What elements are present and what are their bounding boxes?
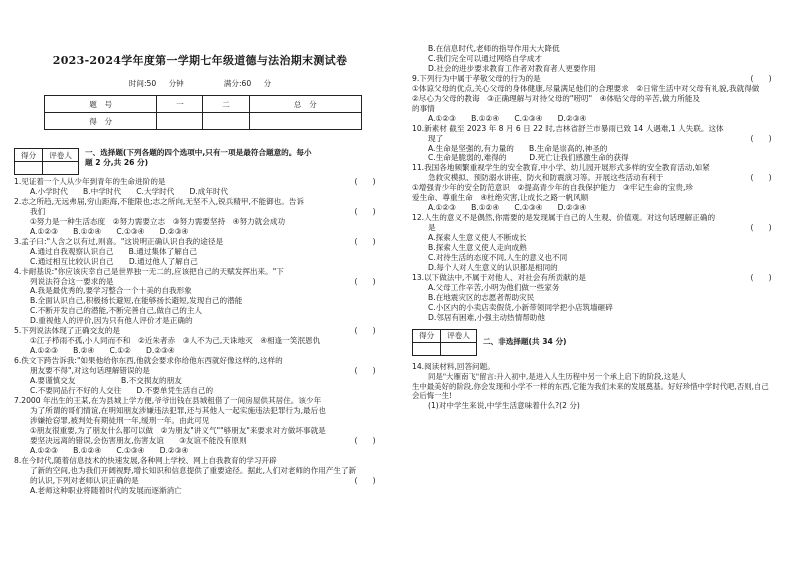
exam-full-score: 满分:60 分 [223, 79, 272, 88]
question-stem: 我们 ( ) [30, 206, 376, 216]
question-stem: 11.我国各地频繁重视学生的安全教育,中小学、幼儿园开展形式多样的安全教育活动,如紧 [412, 163, 710, 173]
score-table-header-row [45, 96, 362, 113]
grader-box [14, 148, 79, 175]
question-stem: 12.人生的意义不是偶然,你需要的是发现属于自己的人生观、价值观。对这句话理解正确的 [412, 213, 716, 223]
question-option: A.生命是坚强的,有力量的 B.生命是崇高的,神圣的 [428, 143, 608, 153]
question-option: ①体谅父母的优点,关心父母的身体健康,尽量满足他们的合理要求 ②日常生活中对父母有礼貌,我就得做 [412, 83, 760, 93]
sub-question: (1)对中学生来说,中学生活意味着什么?(2 分) [428, 401, 580, 411]
question-option: 爱生命、尊重生命 ④杜绝灾害,让成长之路一帆风顺 [412, 193, 589, 203]
score-table-cell: 总 分 [249, 96, 361, 113]
score-table [44, 95, 362, 130]
question-option: C.小区内的小卖店卖假货,小新带领同学把小店筑墙砸碎 [428, 302, 613, 312]
question-option: A.老师这种职业将随着时代的发展而逐渐消亡 [30, 485, 182, 495]
question-stem: 3.孟子曰:"人含之以有过,则喜。"这说明正确认识自我的途径是 ( ) [14, 236, 376, 246]
score-blank-cell [249, 113, 361, 130]
question-stem: 14.阅读材料,回答问题。 [412, 361, 495, 371]
question-stem: 2.志之所趋,无远弗届,穷山距海,不能限也;志之所向,无坚不入,锐兵精甲,不能御也。告诉 [14, 196, 305, 206]
question-option: ①江子栉雨不孤,小人同而不和 ②近朱者赤 ③人不为己,天诛地灭 ④相逢一笑泯恩仇 [30, 336, 321, 346]
question-option: B.在地震灾区的志愿者帮助灾民 [428, 292, 535, 302]
question-stem: 朋友要不得",对这句话理解错误的是 ( ) [30, 366, 376, 376]
question-option: A.要谨慎交友 B.不交损友的朋友 [30, 376, 182, 386]
question-stem: 列说法符合这一要求的是 ( ) [30, 276, 376, 286]
score-table-cell: 二 [203, 96, 249, 113]
question-option: B.探索人生意义使人走向成熟 [428, 243, 527, 253]
grader-blank [441, 342, 477, 355]
section2-heading: 二、非选择题(共 34 分) [482, 336, 567, 346]
question-stem: 13.以下做法中,不属于对他人、对社会有所贡献的是 ( ) [412, 272, 772, 282]
section1-header [14, 148, 386, 175]
question-option: ①增强青少年的安全防范意识 ②提高青少年的自我保护能力 ③牢记生命的宝贵,珍 [412, 183, 694, 193]
left-questions [14, 177, 386, 496]
question-stem: 5.下列说法体现了正确交友的是 ( ) [14, 326, 376, 336]
question-stem: 是 ( ) [428, 223, 772, 233]
question-option: C.我们完全可以通过网络自学成才 [428, 53, 543, 63]
right-column [412, 44, 782, 411]
question-stem: 了新的空间,也为我们开阔视野,增长知识和信息提供了重要途径。据此,人们对老师的作用产生了新 [30, 465, 357, 475]
question-stem: 1.见证着一个人从少年到青年的生命进阶的是 ( ) [14, 177, 376, 186]
exam-meta [14, 78, 386, 89]
question-option: 要坚决远离的错误,会伤害朋友,伤害友谊 ③友谊不能没有原则 ( ) [30, 435, 376, 445]
question-stem: 10.新素材 截至 2023 年 8 月 6 日 22 时,吉林省舒兰市暴雨已致 14 人遇难,1 人失联。这体 [412, 123, 724, 133]
question-option: C.不断开发自己的潜能,不断完善自己,做自己的主人 [30, 306, 203, 316]
question-option: D.重视他人的评价,因为只有他人评价才是正确的 [30, 316, 193, 326]
grader-blank [15, 162, 43, 175]
section1-heading-line1: 一、选择题(下列各题的四个选项中,只有一项是最符合题意的。每小 [84, 148, 312, 157]
question-option: ①努力是一种生活态度 ②努力需要立志 ③努力需要坚持 ④努力就会成功 [30, 216, 286, 226]
question-option: A.①②③ B.②④ C.①② D.②③④ [30, 346, 175, 356]
question-stem: 涉嫌抢窃罪,被判处有期徒刑一年,缓刑一年。由此可见 [30, 415, 210, 425]
score-blank-cell [203, 113, 249, 130]
score-blank-cell [157, 113, 203, 130]
grader-score-label: 得分 [15, 149, 43, 162]
reading-passage: 会后悔一生! [412, 391, 452, 401]
question-option: C.通过相互比较认识自己 D.通过他人了解自己 [30, 256, 198, 266]
question-option: A.①②③ B.①②④ C.①③④ D.②③④ [30, 445, 189, 455]
question-option: A.①②③ B.①②④ C.①③④ D.②③④ [428, 203, 587, 213]
question-option: C.生命是脆弱的,难得的 D.死亡让我们感激生命的获得 [428, 153, 629, 163]
question-stem: 急救灾模拟、预防溺水讲座、防火和防震演习等。开展这些活动有利于 ( ) [428, 173, 772, 183]
question-stem: 4.卡耐基说:"你应该庆幸自己是世界独一无二的,应该把自己的天赋发挥出来。"下 [14, 266, 284, 276]
question-option: A.我是最优秀的,要学习整合一个十美的自我形象 [30, 286, 192, 296]
question-stem: 现了 ( ) [428, 133, 772, 143]
question-option: A.①②③ B.①②④ C.①③④ D.②③④ [428, 113, 587, 123]
grader-blank [413, 342, 441, 355]
section1-heading [85, 148, 312, 168]
score-table-score-row [45, 113, 362, 130]
question-option: ①朋友很重要,为了朋友什么都可以做 ②为朋友"讲义气""够朋友"来要求对方做坏事就是 [30, 425, 326, 435]
grader-box [412, 329, 477, 356]
question-option: 的事情 [412, 103, 435, 113]
question-option: C.不要同品行不好的人交往 D.不要单凭生活自己的 [30, 386, 214, 396]
question-option: D.每个人对人生意义的认识都是相同的 [428, 262, 558, 272]
question-option: A.小学时代 B.中学时代 C.大学时代 D.成年时代 [30, 186, 229, 196]
score-table-cell: 题 号 [45, 96, 157, 113]
question-stem: 为了所谓的哥们情谊,在明知朋友涉嫌违法犯罪,还与其他人一起实施违法犯罪行为,最后也 [30, 405, 326, 415]
question-stem: 6.佚文下跨告诉我:"如果他给你东西,他就会要求你给他东西就好像这样的,这样的 [14, 356, 283, 366]
section2-header [412, 329, 782, 356]
reading-passage: 同是"大雁南飞"留言:升入初中,是进入人生历程中另一个承上启下的阶段,这是人 [428, 371, 686, 381]
grader-name-label: 评卷人 [43, 149, 79, 162]
left-column [14, 52, 386, 496]
question-14 [412, 362, 782, 412]
question-option: A.父母工作辛苦,小明为他们做一些家务 [428, 282, 560, 292]
question-stem: 的认识,下列对老师认识正确的是 ( ) [30, 475, 376, 485]
question-option: C.对待生活的态度不同,人生的意义也不同 [428, 253, 568, 263]
question-stem: 7.2000 年出生的王某,在为县城上学方便,爷爷出钱在县城租借了一间房屋供其居住。该少年 [14, 395, 322, 405]
question-option: D.社会的进步要求教育工作者对教育者人更要作用 [428, 63, 596, 73]
question-option: B.在信息时代,老师的指导作用大大降低 [428, 44, 560, 53]
grader-score-label: 得分 [413, 329, 441, 342]
exam-time: 时间:50 分钟 [128, 79, 184, 88]
question-option: A.①②③ B.①②④ C.①③④ D.②③④ [30, 226, 189, 236]
question-option: A.探索人生意义使人不断成长 [428, 233, 527, 243]
grader-name-label: 评卷人 [441, 329, 477, 342]
score-table-cell: 一 [157, 96, 203, 113]
question-option: D.邻居有困难,小强主动热情帮助他 [428, 312, 545, 322]
question-option: B.全面认识自己,积极扬长避短,在能够扬长避短,发现自己的潜能 [30, 296, 243, 306]
section1-heading-line2: 题 2 分,共 26 分) [84, 158, 149, 167]
question-stem: 9.下列行为中属于孝敬父母的行为的是 ( ) [412, 73, 772, 83]
question-option: ②尽心为父母的教诲 ③正确理解与对待父母的"唠叨" ④体贴父母的辛苦,做力所能及 [412, 93, 701, 103]
question-stem: 8.在今时代,随着信息技术的快速发展,各种网上学校、网上自我教育的学习开辟 [14, 455, 277, 465]
grader-blank [43, 162, 79, 175]
reading-passage: 生中最美好的阶段,你会发现和小学不一样的东西,它能为我们未来的发展奠基。好好珍惜中学时代吧,否则,自己 [412, 381, 769, 391]
exam-title: 2023-2024学年度第一学期七年级道德与法治期末测试卷 [52, 54, 348, 67]
question-option: A.通过自我观察认识自己 B.通过集体了解自己 [30, 246, 197, 256]
score-table-cell: 得 分 [45, 113, 157, 130]
